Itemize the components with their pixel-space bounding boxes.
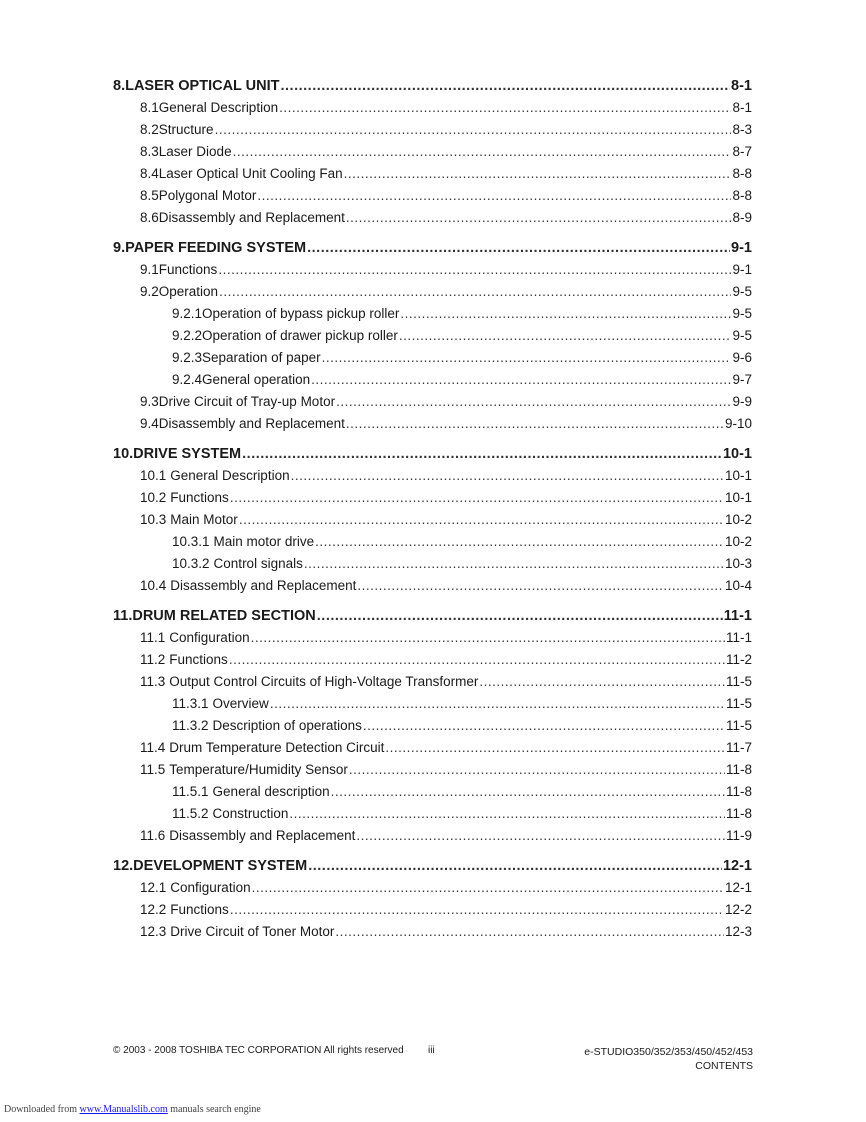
- toc-entry-number: 8.3: [140, 144, 159, 159]
- toc-dot-leader: [279, 100, 731, 115]
- toc-entry-page: 8-1: [731, 78, 752, 94]
- toc-entry-title: Configuration: [169, 630, 250, 645]
- toc-entry-number: 11.: [113, 608, 133, 624]
- toc-entry-page: 9-5: [732, 328, 752, 343]
- toc-entry-11-6[interactable]: [140, 828, 752, 843]
- toc-entry-number: 10.3: [140, 512, 167, 527]
- toc-entry-number: 10.1: [140, 468, 167, 483]
- toc-dot-leader: [308, 858, 722, 874]
- toc-entry-page: 12-1: [724, 880, 752, 895]
- toc-entry-number: 9.2.3: [172, 350, 203, 365]
- toc-entry-page: 11-8: [725, 806, 752, 821]
- toc-entry-11-3[interactable]: [140, 674, 752, 689]
- toc-dot-leader: [356, 828, 725, 843]
- footer-copyright: © 2003 - 2008 TOSHIBA TEC CORPORATION All rights reserved: [113, 1045, 404, 1056]
- toc-entry-11-4[interactable]: [140, 740, 752, 755]
- toc-entry-10[interactable]: [113, 446, 752, 462]
- toc-dot-leader: [230, 490, 724, 505]
- toc-dot-leader: [479, 674, 725, 689]
- toc-dot-leader: [219, 284, 731, 299]
- toc-dot-leader: [233, 144, 732, 159]
- toc-entry-page: 8-3: [732, 122, 752, 137]
- toc-entry-9-2[interactable]: [140, 284, 752, 299]
- toc-entry-9-2-4[interactable]: [172, 372, 752, 387]
- toc-entry-page: 10-2: [724, 534, 752, 549]
- toc-entry-title: Disassembly and Replacement: [158, 416, 345, 431]
- toc-entry-title: Configuration: [170, 880, 251, 895]
- toc-dot-leader: [363, 718, 725, 733]
- toc-entry-9-3[interactable]: [140, 394, 752, 409]
- toc-entry-number: 11.3.1: [172, 696, 209, 711]
- toc-entry-title: DRIVE SYSTEM: [133, 446, 242, 462]
- toc-entry-11-5[interactable]: [140, 762, 752, 777]
- toc-entry-page: 10-2: [724, 512, 752, 527]
- toc-entry-page: 9-5: [732, 306, 752, 321]
- toc-entry-title: DEVELOPMENT SYSTEM: [133, 858, 308, 874]
- toc-entry-page: 11-5: [725, 718, 752, 733]
- toc-entry-11-3-2[interactable]: [172, 718, 752, 733]
- toc-entry-number: 9.2.2: [172, 328, 203, 343]
- toc-entry-number: 8.5: [140, 188, 159, 203]
- toc-dot-leader: [307, 240, 730, 256]
- watermark-suffix: manuals search engine: [170, 1104, 261, 1115]
- toc-entry-number: 9.1: [140, 262, 159, 277]
- toc-entry-title: Overview: [212, 696, 269, 711]
- toc-entry-title: Functions: [170, 902, 229, 917]
- toc-dot-leader: [291, 468, 724, 483]
- toc-entry-title: Functions: [170, 490, 229, 505]
- toc-dot-leader: [400, 306, 731, 321]
- toc-entry-number: 9.4: [140, 416, 159, 431]
- toc-entry-10-1[interactable]: [140, 468, 752, 483]
- toc-entry-8-2[interactable]: [140, 122, 752, 137]
- toc-entry-page: 8-1: [732, 100, 752, 115]
- footer-model: e-STUDIO350/352/353/450/452/453: [584, 1046, 753, 1058]
- toc-entry-number: 11.4: [140, 740, 166, 755]
- toc-entry-title: Description of operations: [212, 718, 362, 733]
- toc-entry-12[interactable]: [113, 858, 752, 874]
- toc-entry-number: 8.2: [140, 122, 159, 137]
- toc-entry-12-2[interactable]: [140, 902, 752, 917]
- toc-entry-page: 8-8: [732, 188, 752, 203]
- toc-entry-number: 11.2: [140, 652, 166, 667]
- toc-entry-number: 11.1: [140, 630, 166, 645]
- toc-entry-title: Construction: [212, 806, 289, 821]
- toc-entry-number: 11.5: [140, 762, 166, 777]
- toc-entry-8-4[interactable]: [140, 166, 752, 181]
- footer-section: CONTENTS: [695, 1060, 753, 1072]
- toc-entry-title: DRUM RELATED SECTION: [132, 608, 316, 624]
- toc-entry-page: 9-1: [732, 262, 752, 277]
- toc-dot-leader: [304, 556, 724, 571]
- toc-dot-leader: [252, 880, 724, 895]
- toc-entry-number: 8.: [113, 78, 126, 94]
- toc-entry-page: 11-2: [725, 652, 752, 667]
- toc-entry-8-1[interactable]: [140, 100, 752, 115]
- toc-entry-number: 11.3: [140, 674, 166, 689]
- toc-entry-title: Laser Optical Unit Cooling Fan: [158, 166, 343, 181]
- toc-entry-title: Disassembly and Replacement: [170, 578, 357, 593]
- toc-dot-leader: [335, 924, 724, 939]
- toc-dot-leader: [230, 902, 724, 917]
- toc-entry-9-1[interactable]: [140, 262, 752, 277]
- toc-dot-leader: [218, 262, 731, 277]
- toc-entry-page: 11-8: [725, 784, 752, 799]
- toc-entry-number: 10.3.1: [172, 534, 210, 549]
- toc-entry-9-2-1[interactable]: [172, 306, 752, 321]
- toc-entry-page: 10-3: [724, 556, 752, 571]
- toc-entry-number: 12.2: [140, 902, 167, 917]
- toc-entry-9[interactable]: [113, 240, 752, 256]
- toc-entry-11-5-2[interactable]: [172, 806, 752, 821]
- toc-dot-leader: [346, 416, 724, 431]
- toc-dot-leader: [281, 78, 731, 94]
- toc-entry-number: 8.6: [140, 210, 159, 225]
- toc-dot-leader: [311, 372, 731, 387]
- toc-entry-number: 8.4: [140, 166, 159, 181]
- toc-entry-page: 12-1: [722, 858, 752, 874]
- toc-dot-leader: [344, 166, 732, 181]
- toc-entry-8-5[interactable]: [140, 188, 752, 203]
- toc-dot-leader: [251, 630, 725, 645]
- toc-entry-number: 9.2.1: [172, 306, 203, 321]
- toc-entry-number: 12.: [113, 858, 134, 874]
- toc-entry-title: General description: [212, 784, 330, 799]
- toc-entry-page: 9-9: [732, 394, 752, 409]
- toc-entry-page: 11-5: [725, 674, 752, 689]
- toc-entry-title: LASER OPTICAL UNIT: [125, 78, 280, 94]
- toc-entry-8-6[interactable]: [140, 210, 752, 225]
- toc-entry-title: Functions: [169, 652, 228, 667]
- toc-entry-page: 10-1: [724, 468, 752, 483]
- toc-entry-page: 11-7: [725, 740, 752, 755]
- toc-entry-page: 10-1: [722, 446, 752, 462]
- toc-entry-number: 10.2: [140, 490, 167, 505]
- toc-entry-page: 9-10: [724, 416, 752, 431]
- toc-dot-leader: [242, 446, 722, 462]
- toc-entry-page: 11-9: [725, 828, 752, 843]
- toc-entry-page: 9-1: [731, 240, 752, 256]
- toc-entry-page: 8-8: [732, 166, 752, 181]
- toc-dot-leader: [336, 394, 731, 409]
- toc-entry-12-3[interactable]: [140, 924, 752, 939]
- toc-entry-11-2[interactable]: [140, 652, 752, 667]
- toc-entry-page: 9-7: [732, 372, 752, 387]
- toc-entry-title: Operation: [158, 284, 219, 299]
- toc-entry-number: 9.: [113, 240, 126, 256]
- toc-entry-title: Drive Circuit of Tray-up Motor: [158, 394, 336, 409]
- toc-entry-11-1[interactable]: [140, 630, 752, 645]
- toc-dot-leader: [357, 578, 724, 593]
- toc-entry-number: 10.3.2: [172, 556, 210, 571]
- watermark-link[interactable]: www.Manualslib.com: [79, 1104, 168, 1115]
- toc-entry-number: 9.2: [140, 284, 159, 299]
- toc-entry-title: General operation: [202, 372, 311, 387]
- toc-entry-title: Drum Temperature Detection Circuit: [169, 740, 385, 755]
- watermark-prefix: Downloaded from: [4, 1104, 78, 1115]
- toc-dot-leader: [315, 534, 724, 549]
- toc-entry-number: 11.3.2: [172, 718, 209, 733]
- toc-entry-9-4[interactable]: [140, 416, 752, 431]
- toc-dot-leader: [317, 608, 723, 624]
- toc-entry-title: Drive Circuit of Toner Motor: [170, 924, 335, 939]
- toc-entry-page: 9-6: [732, 350, 752, 365]
- toc-entry-page: 9-5: [732, 284, 752, 299]
- toc-entry-title: Polygonal Motor: [158, 188, 257, 203]
- toc-entry-number: 12.1: [140, 880, 167, 895]
- toc-entry-title: Temperature/Humidity Sensor: [169, 762, 348, 777]
- toc-entry-9-2-2[interactable]: [172, 328, 752, 343]
- toc-entry-number: 11.6: [140, 828, 166, 843]
- toc-entry-number: 10.4: [140, 578, 167, 593]
- toc-entry-title: Laser Diode: [158, 144, 232, 159]
- toc-entry-8[interactable]: [113, 78, 752, 94]
- toc-dot-leader: [215, 122, 732, 137]
- footer-page-number: iii: [428, 1045, 435, 1056]
- toc-entry-10-4[interactable]: [140, 578, 752, 593]
- toc-entry-page: 11-1: [725, 630, 752, 645]
- toc-entry-10-3[interactable]: [140, 512, 752, 527]
- toc-entry-10-3-2[interactable]: [172, 556, 752, 571]
- toc-entry-title: Operation of bypass pickup roller: [202, 306, 400, 321]
- toc-dot-leader: [270, 696, 725, 711]
- toc-dot-leader: [349, 762, 725, 777]
- toc-dot-leader: [331, 784, 725, 799]
- toc-entry-12-1[interactable]: [140, 880, 752, 895]
- toc-dot-leader: [229, 652, 725, 667]
- toc-entry-title: Main motor drive: [213, 534, 315, 549]
- toc-entry-title: General Description: [158, 100, 279, 115]
- toc-entry-number: 9.3: [140, 394, 159, 409]
- toc-entry-page: 11-5: [725, 696, 752, 711]
- toc-entry-11-5-1[interactable]: [172, 784, 752, 799]
- footer-model-info: [584, 1045, 753, 1073]
- toc-entry-11-3-1[interactable]: [172, 696, 752, 711]
- toc-entry-title: Control signals: [213, 556, 303, 571]
- toc-entry-title: Operation of drawer pickup roller: [202, 328, 398, 343]
- toc-entry-title: Main Motor: [170, 512, 238, 527]
- toc-entry-number: 12.3: [140, 924, 167, 939]
- toc-dot-leader: [385, 740, 725, 755]
- toc-entry-title: Functions: [158, 262, 218, 277]
- toc-entry-11[interactable]: [113, 608, 752, 624]
- toc-dot-leader: [346, 210, 732, 225]
- toc-entry-number: 8.1: [140, 100, 159, 115]
- toc-entry-page: 8-7: [732, 144, 752, 159]
- toc-entry-title: Disassembly and Replacement: [158, 210, 345, 225]
- toc-entry-number: 10.: [113, 446, 134, 462]
- toc-dot-leader: [322, 350, 732, 365]
- toc-entry-8-3[interactable]: [140, 144, 752, 159]
- toc-entry-page: 11-1: [723, 608, 752, 624]
- toc-entry-page: 11-8: [725, 762, 752, 777]
- toc-dot-leader: [257, 188, 731, 203]
- toc-entry-page: 10-4: [724, 578, 752, 593]
- toc-entry-10-2[interactable]: [140, 490, 752, 505]
- toc-entry-page: 12-2: [724, 902, 752, 917]
- toc-entry-number: 9.2.4: [172, 372, 203, 387]
- toc-dot-leader: [289, 806, 725, 821]
- toc-entry-number: 11.5.1: [172, 784, 209, 799]
- toc-entry-9-2-3[interactable]: [172, 350, 752, 365]
- toc-entry-title: Separation of paper: [202, 350, 321, 365]
- toc-entry-page: 12-3: [724, 924, 752, 939]
- toc-dot-leader: [399, 328, 732, 343]
- toc-entry-10-3-1[interactable]: [172, 534, 752, 549]
- toc-entry-title: Output Control Circuits of High-Voltage Transformer: [169, 674, 479, 689]
- toc-entry-page: 10-1: [724, 490, 752, 505]
- toc-entry-number: 11.5.2: [172, 806, 209, 821]
- toc-entry-title: General Description: [170, 468, 290, 483]
- toc-entry-title: Disassembly and Replacement: [169, 828, 356, 843]
- toc-entry-title: PAPER FEEDING SYSTEM: [125, 240, 307, 256]
- toc-entry-title: Structure: [158, 122, 214, 137]
- toc-entry-page: 8-9: [732, 210, 752, 225]
- download-watermark: [4, 1104, 261, 1115]
- toc-dot-leader: [239, 512, 724, 527]
